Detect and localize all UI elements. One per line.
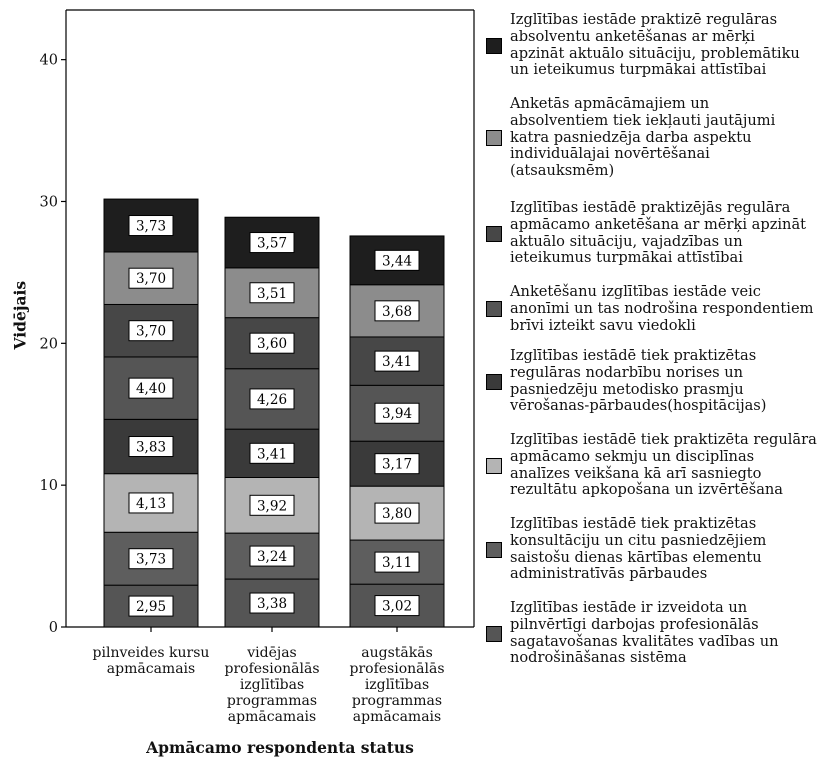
legend-label-line: vērošanas-pārbaudes(hospitācijas) <box>510 397 767 415</box>
x-category-label-line: izglītības <box>364 677 430 693</box>
x-category-label-line: vidējas <box>247 645 297 661</box>
data-label: 3,17 <box>381 456 413 473</box>
legend-label-line: apmācamo anketēšana ar mērķi apzināt <box>510 215 807 233</box>
data-label: 3,70 <box>135 323 167 340</box>
x-category-label-line: pilnveides kursu <box>92 645 210 661</box>
x-category-label <box>202 645 342 725</box>
legend-label <box>510 284 824 334</box>
x-category-label-line: profesionālās <box>224 661 320 677</box>
legend-label-line: absolventiem tiek iekļauti jautājumi <box>510 111 776 129</box>
legend-label-line: ieteikumus turpmākai attīstībai <box>510 249 743 267</box>
legend-label-line: Izglītības iestādē tiek praktizēta regulāra <box>510 431 817 448</box>
data-label: 3,92 <box>256 498 288 515</box>
legend-label-line: Izglītības iestādē tiek praktizētas <box>510 515 757 532</box>
data-label: 3,60 <box>256 336 288 353</box>
legend-label-line: rezultātu apkopošana un izvērtēšana <box>510 481 784 499</box>
legend-label-line: Izglītības iestādē praktizējās regulāra <box>510 199 791 216</box>
data-label: 3,02 <box>381 598 413 615</box>
data-label: 3,24 <box>256 549 288 566</box>
y-tick-label: 40 <box>39 52 58 69</box>
legend-label-line: analīzes veikšana kā arī sasniegto <box>510 464 762 482</box>
legend-label <box>510 96 824 180</box>
data-label: 3,94 <box>381 406 413 423</box>
x-category-label-line: programmas <box>226 693 318 709</box>
x-category-label-line: augstākās <box>361 645 433 661</box>
legend-label-line: brīvi izteikt savu viedokli <box>510 316 696 334</box>
legend-swatch <box>486 458 502 474</box>
data-label: 3,80 <box>381 506 413 523</box>
data-label: 4,13 <box>135 495 167 512</box>
legend-swatch <box>486 38 502 54</box>
legend-label-line: apmācamo sekmju un disciplīnas <box>510 447 755 465</box>
x-category-label-line: apmācamais <box>106 661 196 677</box>
legend-label-line: (atsauksmēm) <box>510 162 615 180</box>
x-category-label-line: profesionālās <box>349 661 445 677</box>
data-label: 3,41 <box>256 446 288 463</box>
legend-label-line: Anketās apmācāmajiem un <box>510 95 710 112</box>
data-label: 4,40 <box>135 381 167 398</box>
legend-label <box>510 200 824 267</box>
x-category-label-line: apmācamais <box>352 709 442 725</box>
data-label: 2,95 <box>135 599 167 616</box>
legend-swatch <box>486 626 502 642</box>
legend-swatch <box>486 301 502 317</box>
data-label: 3,68 <box>381 303 413 320</box>
legend-label-line: individuālajai novērtēšanai <box>510 145 710 163</box>
legend-swatch <box>486 226 502 242</box>
data-label: 3,70 <box>135 271 167 288</box>
x-axis-title: Apmācamo respondenta status <box>146 738 414 757</box>
data-label: 3,41 <box>381 354 413 371</box>
legend-label-line: saistošu dienas kārtības elementu <box>510 548 762 566</box>
legend-label-line: aktuālo situāciju, vajadzības un <box>510 232 743 250</box>
legend-label <box>510 516 824 583</box>
y-axis-title: Vidējais <box>10 280 30 350</box>
legend-label-line: Izglītības iestāde ir izveidota un <box>510 599 748 616</box>
legend-label <box>510 600 824 667</box>
x-category-label-line: izglītības <box>239 677 305 693</box>
data-label: 3,38 <box>256 596 288 613</box>
data-label: 4,26 <box>256 391 288 408</box>
x-category-label <box>81 645 221 677</box>
y-tick-label: 30 <box>39 194 58 211</box>
data-label: 3,73 <box>135 218 167 235</box>
legend-label-line: regulāras nodarbību norises un <box>510 363 744 381</box>
y-tick-label: 0 <box>48 620 58 636</box>
legend-swatch <box>486 130 502 146</box>
legend-label <box>510 12 824 79</box>
legend-label <box>510 432 824 499</box>
data-label: 3,51 <box>256 285 288 302</box>
legend-label-line: sagatavošanas kvalitātes vadības un <box>510 632 779 650</box>
data-label: 3,11 <box>381 555 413 572</box>
legend-label-line: Izglītības iestāde praktizē regulāras <box>510 11 778 28</box>
data-label: 3,83 <box>135 439 167 456</box>
legend-swatch <box>486 374 502 390</box>
data-label: 3,44 <box>381 253 413 270</box>
x-category-label-line: apmācamais <box>227 709 317 725</box>
legend-label-line: absolventu anketēšanas ar mērķi <box>510 27 755 45</box>
legend-label-line: pasniedzēju metodisko prasmju <box>510 380 744 398</box>
legend-label-line: pilnvērtīgi darbojas profesionālās <box>510 615 759 633</box>
legend-label-line: katra pasniedzēja darba aspektu <box>510 128 752 146</box>
legend-swatch <box>486 542 502 558</box>
legend-label-line: apzināt aktuālo situāciju, problemātiku <box>510 44 800 62</box>
legend-label-line: Anketēšanu izglītības iestāde veic <box>510 283 761 300</box>
legend-label <box>510 348 824 415</box>
y-tick-label: 10 <box>39 478 58 495</box>
legend-label-line: anonīmi un tas nodrošina respondentiem <box>510 299 814 317</box>
legend-label-line: nodrošināšanas sistēma <box>510 649 687 667</box>
legend-label-line: Izglītības iestādē tiek praktizētas <box>510 347 757 364</box>
legend-label-line: un ieteikumus turpmākai attīstībai <box>510 61 767 79</box>
y-tick-label: 20 <box>39 336 58 353</box>
data-label: 3,73 <box>135 551 167 568</box>
x-category-label-line: programmas <box>351 693 443 709</box>
legend-label-line: konsultāciju un citu pasniedzējiem <box>510 531 767 549</box>
x-category-label <box>327 645 467 725</box>
data-label: 3,57 <box>256 235 288 252</box>
legend-label-line: administratīvās pārbaudes <box>510 565 708 583</box>
